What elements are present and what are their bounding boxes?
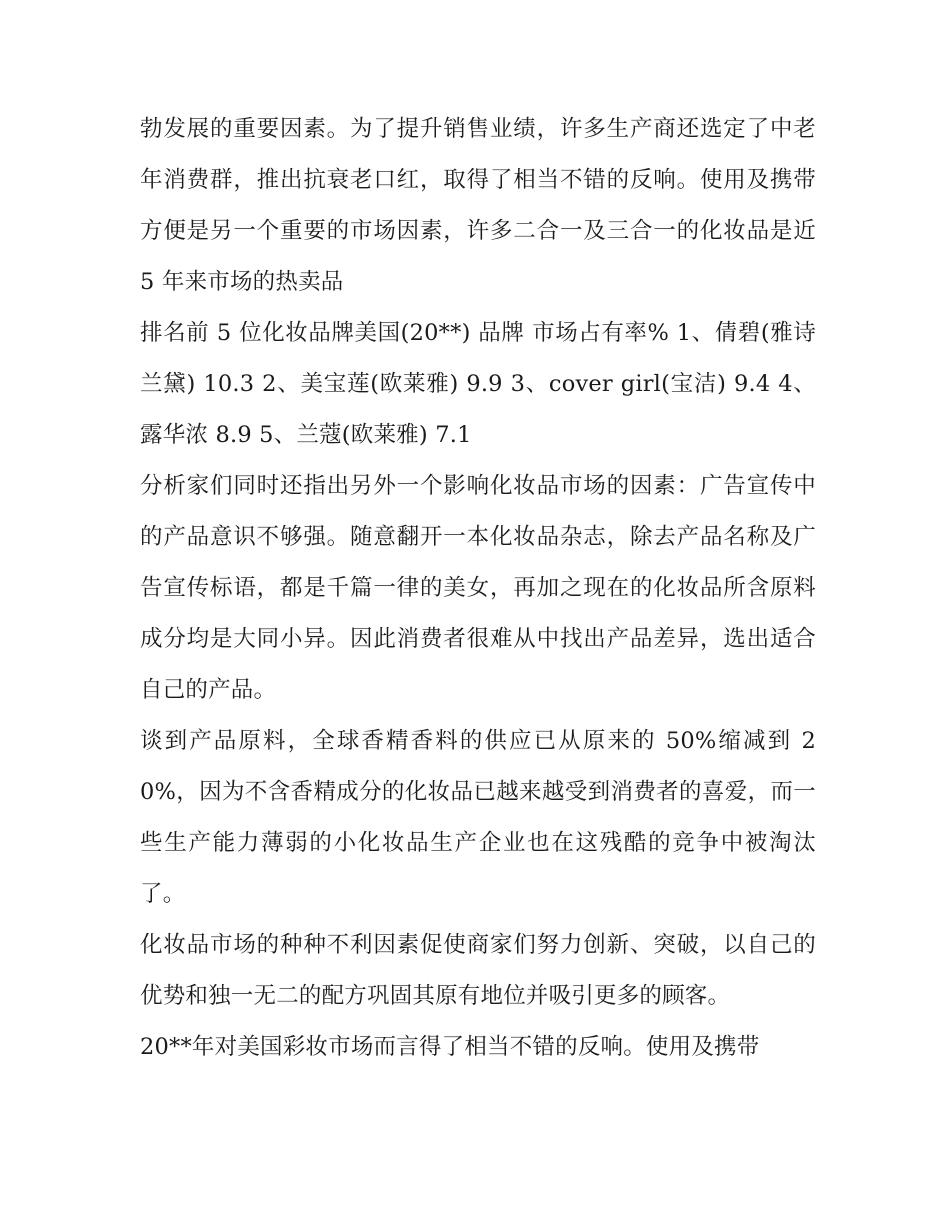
document-body: [140, 104, 816, 1073]
paragraph-brand-ranking: 排名前 5 位化妆品牌美国(20**) 品牌 市场占有率% 1、倩碧(雅诗兰黛) 10.3 2、美宝莲(欧莱雅) 9.9 3、cover girl(宝洁) 9.4 4、露华浓 8.9 5、兰蔻(欧莱雅) 7.1: [140, 320, 816, 448]
paragraph-market-factors: 勃发展的重要因素。为了提升销售业绩，许多生产商还选定了中老年消费群，推出抗衰老口红，取得了相当不错的反响。使用及携带方便是另一个重要的市场因素，许多二合一及三合一的化妆品是近 5 年来市场的热卖品: [140, 116, 816, 295]
paragraph-raw-materials: 谈到产品原料，全球香精香料的供应已从原来的 50%缩减到 20%，因为不含香精成分的化妆品已越来越受到消费者的喜爱，而一些生产能力薄弱的小化妆品生产企业也在这残酷的竞争中被淘汰了。: [140, 728, 816, 907]
paragraph-us-makeup-market: 20**年对美国彩妆市场而言得了相当不错的反响。使用及携带: [140, 1034, 760, 1060]
paragraph-innovation: 化妆品市场的种种不利因素促使商家们努力创新、突破，以自己的优势和独一无二的配方巩固其原有地位并吸引更多的顾客。: [140, 932, 816, 1009]
paragraph-advertising-analysis: 分析家们同时还指出另外一个影响化妆品市场的因素：广告宣传中的产品意识不够强。随意翻开一本化妆品杂志，除去产品名称及广告宣传标语，都是千篇一律的美女，再加之现在的化妆品所含原料成分均是大同小异。因此消费者很难从中找出产品差异，选出适合自己的产品。: [140, 473, 816, 703]
